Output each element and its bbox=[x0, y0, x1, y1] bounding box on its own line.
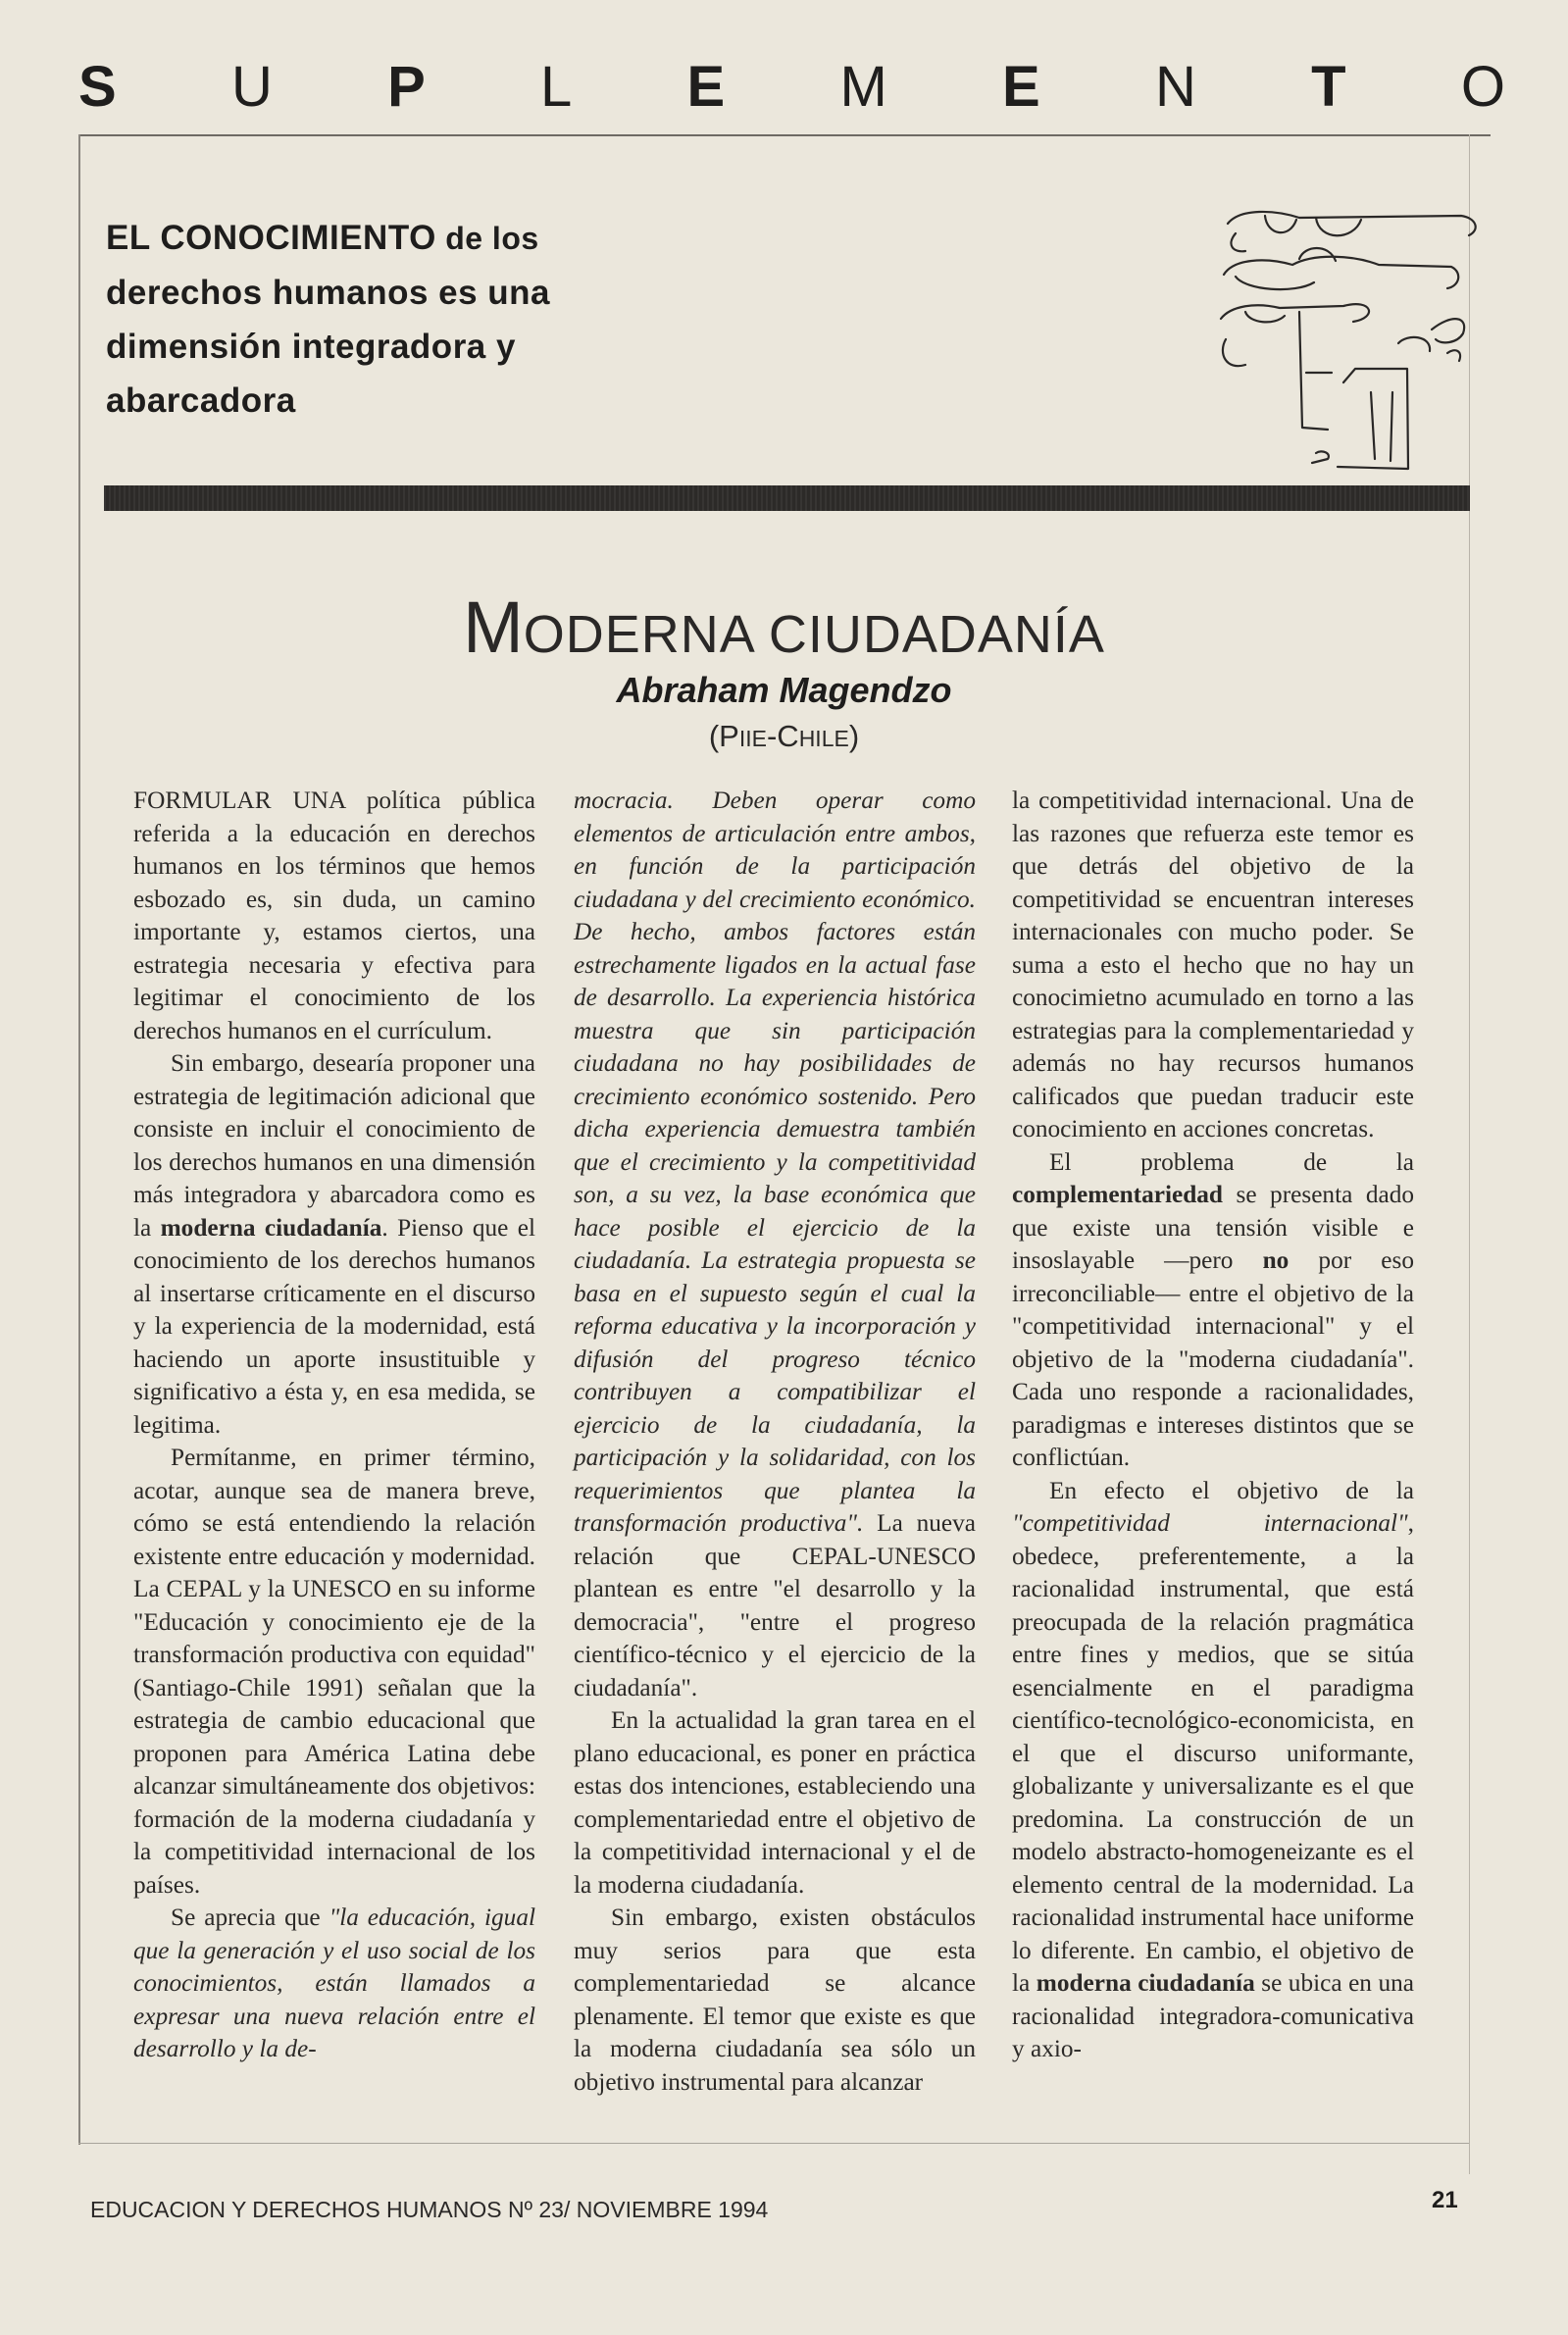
emphasis-text: no bbox=[1262, 1246, 1290, 1274]
affil-part: IIE bbox=[738, 726, 767, 751]
text-run: El problema de la bbox=[1049, 1147, 1414, 1176]
text-run: La nueva relación que CEPAL-UNESCO plantean es entre "el desarrollo y la democracia", "entre el progreso científico-técnico y el ejercicio de la ciudadanía". bbox=[574, 1509, 977, 1701]
headline-line: abarcadora bbox=[106, 381, 296, 420]
frame-left-rule bbox=[78, 134, 80, 2145]
page-number: 21 bbox=[1432, 2187, 1458, 2213]
sketch-illustration bbox=[1206, 196, 1491, 490]
paragraph: FORMULAR UNA política pública referida a la educación en derechos humanos en los términos que hemos esbozado es, sin duda, un camino importante y, estamos ciertos, una estrategia necesaria y efectiva para legitimar el conocimiento de los derechos humanos en el currículum. bbox=[133, 787, 535, 1044]
section-headline bbox=[106, 211, 655, 428]
affil-part: (P bbox=[708, 719, 739, 753]
body-column-3 bbox=[1012, 785, 1414, 2066]
text-run: por eso irreconciliable— entre el objetivo de la "competitividad internacional" y el objetivo de la "moderna ciudadanía". Cada uno responde a racionalidades, paradigmas e intereses distintos que se conflictúan. bbox=[1012, 1246, 1415, 1471]
emphasis-text: moderna ciudadanía bbox=[1036, 1969, 1255, 1997]
text-run: , obedece, preferentemente, a la racionalidad instrumental, que está preocupada de la relación pragmática entre fines y medios, que se sitúa esencialmente en el paradigma científico-tecnológico-economicista, en el que el discurso uniformante, globalizante y universalizante es el que predomina. La construcción de un modelo abstracto-homogeneizante es el elemento central de la modernidad. La racionalidad instrumental hace uniforme lo diferente. En cambio, el objetivo de la bbox=[1012, 1509, 1414, 1997]
header-letter: E bbox=[1002, 55, 1040, 119]
paragraph: Permítanme, en primer término, acotar, aunque sea de manera breve, cómo se está entendiendo la relación existente entre educación y modernidad. La CEPAL y la UNESCO en su informe "Educación y conocimiento eje de la transformación productiva con equidad" (Santiago-Chile 1991) señalan que la estrategia de cambio educacional que proponen para América Latina debe alcanzar simultáneamente dos objetivos: formación de la moderna ciudadanía y la competitividad internacional de los países. bbox=[133, 1444, 535, 1899]
footer-publication: EDUCACION Y DERECHOS HUMANOS Nº 23/ NOVIEMBRE 1994 bbox=[90, 2197, 769, 2222]
author-name: Abraham Magendzo bbox=[616, 670, 952, 710]
paragraph bbox=[574, 785, 976, 1704]
paragraph: Sin embargo, existen obstáculos muy serios para que esta complementariedad se alcance plenamente. El temor que existe es que la moderna ciudadanía sea sólo un objetivo instrumental para alcanzar bbox=[574, 1904, 976, 2096]
emphasis-text: complementariedad bbox=[1012, 1181, 1223, 1208]
article-title bbox=[0, 586, 1568, 668]
headline-line: de los bbox=[435, 221, 539, 256]
section-divider-bar bbox=[104, 485, 1470, 511]
quote-text: mocracia. Deben operar como elementos de articulación entre ambos, en función de la participación ciudadana y del crecimiento económico. De hecho, ambos factores están estrechamente ligados en la actual fase de desarrollo. La experiencia histórica muestra que sin participación ciudadana no hay posibilidades de crecimiento económico sostenido. Pero dicha experiencia demuestra también que el crecimiento y la competitividad son, a su vez, la base económica que hace posible el ejercicio de la ciudadanía. La estrategia propuesta se basa en el supuesto según el cual la reforma educativa y la incorporación y difusión del progreso técnico contribuyen a compatibilizar el ejercicio de la ciudadanía, la participación y la solidaridad, con los requerimientos que plantea la transformación productiva". bbox=[574, 787, 976, 1537]
emphasis-text: moderna ciudadanía bbox=[160, 1213, 382, 1242]
header-letter: S bbox=[78, 55, 117, 119]
paragraph bbox=[133, 1047, 535, 1442]
author-affiliation bbox=[0, 719, 1568, 754]
text-run: . Pienso que el conocimiento de los derechos humanos al insertarse críticamente en el discurso y la experiencia de la modernidad, está haciendo un aporte insustituible y significativo a ésta y, en esa medida, se legitima. bbox=[133, 1213, 535, 1439]
headline-line: derechos humanos es una bbox=[106, 274, 551, 312]
title-text: IUDADANÍA bbox=[807, 605, 1105, 664]
header-letter: P bbox=[387, 55, 426, 119]
header-letter: T bbox=[1311, 55, 1346, 119]
paragraph: En la actualidad la gran tarea en el plano educacional, es poner en práctica estas dos intenciones, estableciendo una complementariedad entre el objetivo de la competitividad internacional y el de la moderna ciudadanía. bbox=[574, 1706, 976, 1899]
affil-part: ) bbox=[848, 719, 860, 753]
header-letter: L bbox=[540, 55, 573, 119]
title-initial: M bbox=[463, 586, 524, 668]
paragraph bbox=[133, 1902, 535, 2066]
affil-part: HILE bbox=[798, 726, 849, 751]
text-run: Se aprecia que bbox=[171, 1904, 329, 1931]
text-run: Sin embargo, desearía proponer una estrategia de legitimación adicional que consiste en incluir el conocimiento de los derechos humanos en una dimensión más integradora y abarcadora como es la bbox=[133, 1049, 535, 1242]
paragraph bbox=[1012, 1146, 1414, 1475]
paragraph: la competitividad internacional. Una de las razones que refuerza este temor es que detrás del objetivo de la competitividad se encuentran intereses internacionales con mucho poder. Se suma a esto el hecho que no hay un conocimietno acumulado en torno a las estrategias para la complementariedad y además no hay recursos humanos calificados que puedan traducir este conocimiento en acciones concretas. bbox=[1012, 787, 1414, 1142]
quote-text: "la educación, igual que la generación y el uso social de los conocimientos, están llamados a expresar una nueva relación entre el desarrollo y la de- bbox=[133, 1904, 536, 2062]
text-run: se ubica en una racionalidad integradora-comunicativa y axio- bbox=[1012, 1969, 1414, 2062]
quote-text: "competitividad internacional" bbox=[1012, 1509, 1408, 1537]
frame-top-rule bbox=[78, 134, 1491, 136]
body-column-2 bbox=[574, 785, 976, 2099]
header-letter: N bbox=[1154, 55, 1196, 119]
header-letter: U bbox=[230, 55, 273, 119]
headline-line: dimensión integradora y bbox=[106, 328, 516, 366]
footer-rule bbox=[78, 2143, 1469, 2144]
text-run: En efecto el objetivo de la bbox=[1049, 1476, 1414, 1504]
paragraph bbox=[1012, 1475, 1414, 2066]
title-text: ODERNA bbox=[523, 605, 769, 664]
headline-line: EL CONOCIMIENTO bbox=[106, 219, 436, 257]
header-letter: O bbox=[1460, 55, 1505, 119]
text-run: se presenta dado que existe una tensión visible e insoslayable —pero bbox=[1012, 1181, 1414, 1274]
title-initial: C bbox=[768, 605, 808, 664]
header-letter: E bbox=[686, 55, 726, 119]
body-column-1 bbox=[133, 785, 535, 2066]
header-letter: M bbox=[839, 55, 887, 119]
affil-part: -C bbox=[766, 719, 799, 753]
